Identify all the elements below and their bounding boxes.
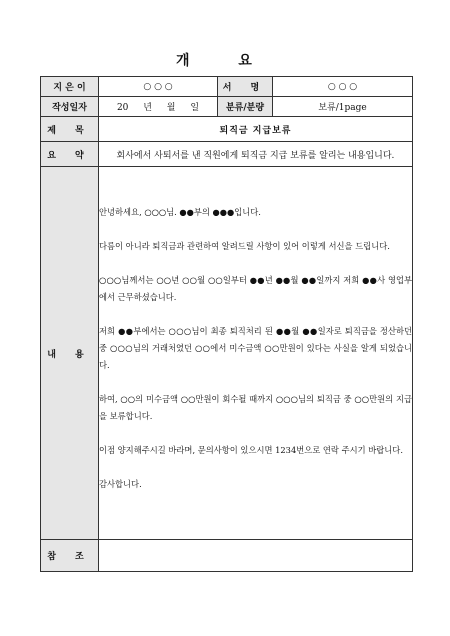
document-title: 개 요 — [176, 53, 274, 69]
reference-label: 참 조 — [41, 540, 99, 572]
summary-label: 요 약 — [41, 142, 99, 167]
content-paragraph: 이점 양지해주시길 바라며, 문의사항이 있으시면 1234번으로 연락 주시기 바랍니다. — [99, 445, 403, 455]
sender-label: 지 은 이 — [41, 77, 99, 97]
content-paragraph: 하여, ○○의 미수금액 ○○만원이 회수될 때까지 ○○○님의 퇴직금 중 ○○만원의 지급을 보류합니다. — [99, 394, 412, 421]
date-label: 작성일자 — [41, 97, 99, 117]
document-table — [40, 76, 413, 572]
subject-label: 제 목 — [41, 117, 99, 142]
reference-value — [99, 540, 413, 572]
sender-value: ○ ○ ○ — [99, 77, 218, 97]
date-value: 20 년 월 일 — [99, 97, 218, 117]
content-body — [99, 167, 413, 540]
signature-value: ○ ○ ○ — [273, 77, 413, 97]
category-value: 보류/1page — [273, 97, 413, 117]
content-paragraph: 저희 ●●부에서는 ○○○님이 최종 퇴직처리 된 ●●월 ●●일자로 퇴직금을 정산하던 중 ○○○님의 거래처였던 ○○에서 미수금액 ○○만원이 있다는 사실을 알게 되었습니다. — [99, 326, 412, 370]
category-label: 분류/분량 — [218, 97, 273, 117]
content-paragraph: 안녕하세요, ○○○님. ●●부의 ●●●입니다. — [99, 207, 261, 217]
content-paragraph: 감사합니다. — [99, 479, 142, 489]
subject-value: 퇴직금 지급보류 — [99, 117, 413, 142]
content-label: 내 용 — [41, 167, 99, 540]
signature-label: 서 명 — [218, 77, 273, 97]
summary-value: 회사에서 사퇴서를 낸 직원에게 퇴직금 지급 보류를 알리는 내용입니다. — [99, 142, 413, 167]
content-paragraph: ○○○님께서는 ○○년 ○○월 ○○일부터 ●●년 ●●월 ●●일까지 저희 ●●사 영업부에서 근무하셨습니다. — [99, 275, 412, 302]
content-paragraph: 다름이 아니라 퇴직금과 관련하여 알려드릴 사항이 있어 이렇게 서신을 드립니다. — [99, 241, 390, 251]
